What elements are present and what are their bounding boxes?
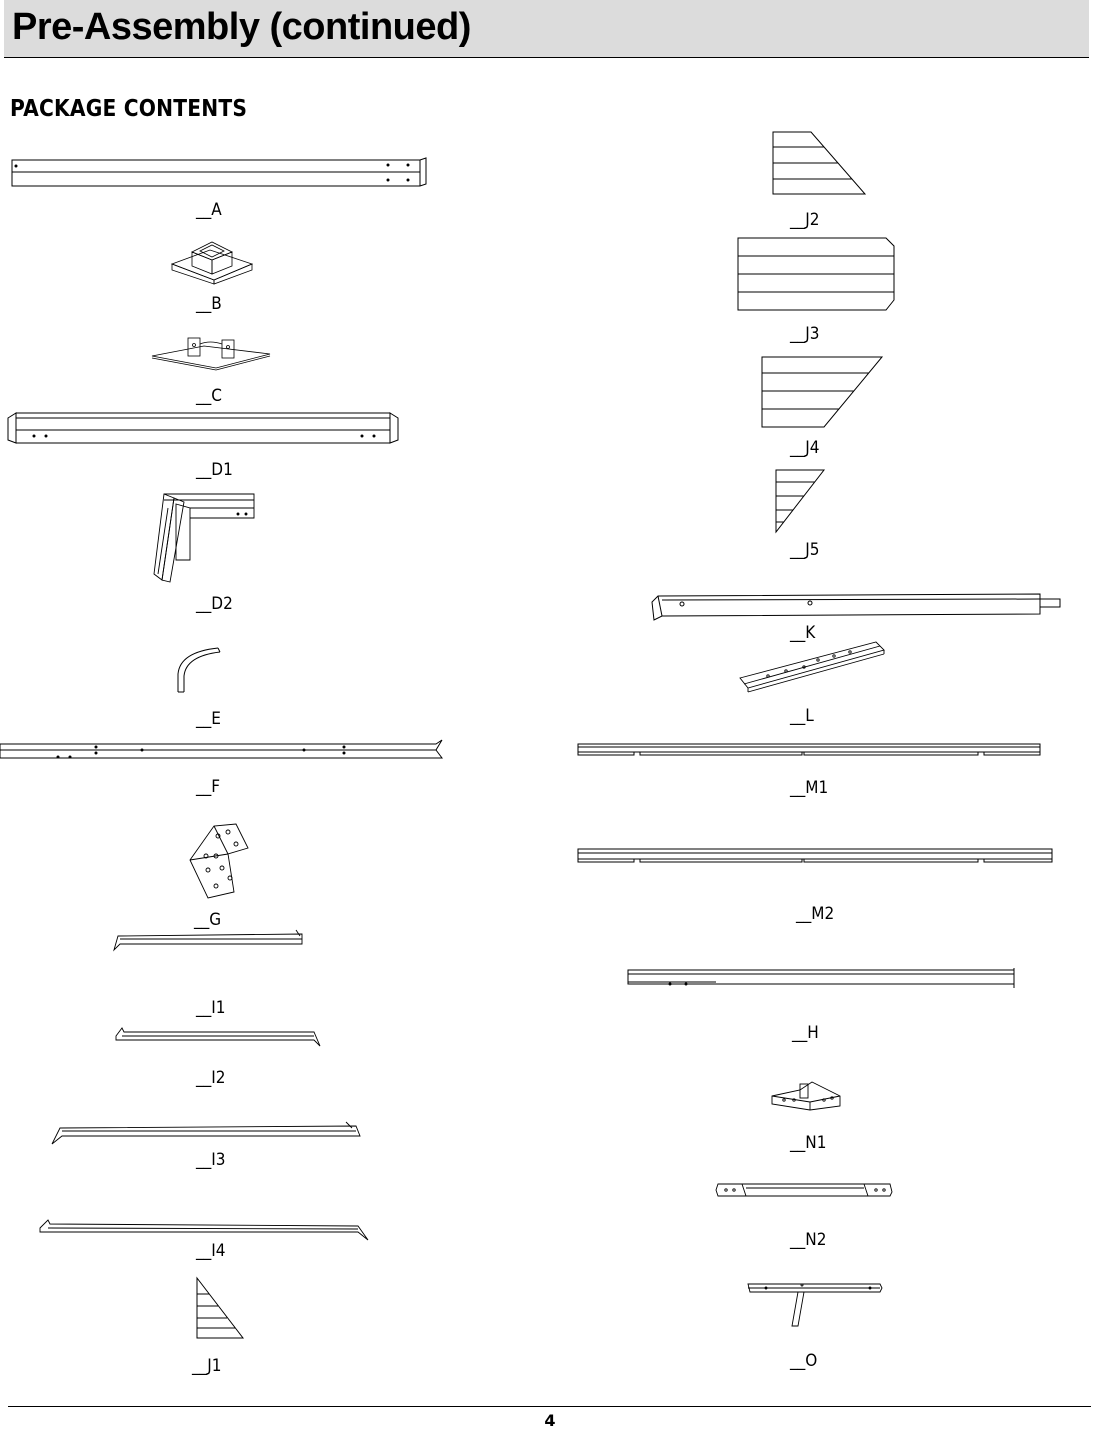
page-title: Pre-Assembly (continued) xyxy=(12,6,471,48)
part-n2-label: __N2 xyxy=(790,1230,827,1250)
part-l-label: __L xyxy=(790,706,814,726)
part-g-label: __G xyxy=(194,910,222,930)
part-i1-label: __I1 xyxy=(196,998,226,1018)
part-n1-illustration xyxy=(770,1078,844,1112)
part-d1-illustration xyxy=(6,410,402,446)
part-a-illustration xyxy=(10,156,430,188)
footer-divider xyxy=(8,1406,1091,1407)
part-b-illustration xyxy=(170,238,254,284)
part-m2-illustration xyxy=(576,846,1056,866)
part-n1-label: __N1 xyxy=(790,1133,827,1153)
part-k-illustration xyxy=(650,590,1062,622)
part-h-label: __H xyxy=(792,1023,819,1043)
part-m1-label: __M1 xyxy=(790,778,829,798)
part-i4-label: __I4 xyxy=(196,1241,226,1261)
part-i4-illustration xyxy=(38,1216,372,1244)
part-i3-illustration xyxy=(50,1120,364,1146)
part-j2-label: __J2 xyxy=(790,210,820,230)
part-f-label: __F xyxy=(196,777,221,797)
part-j4-label: __J4 xyxy=(790,438,820,458)
part-a-label: __A xyxy=(196,200,222,220)
part-o-label: __O xyxy=(790,1351,818,1371)
part-j1-label: __J1 xyxy=(192,1356,222,1376)
page-header xyxy=(4,0,1089,58)
part-e-illustration xyxy=(174,646,224,694)
part-i3-label: __I3 xyxy=(196,1150,226,1170)
part-j5-illustration xyxy=(774,468,828,534)
part-i2-label: __I2 xyxy=(196,1068,226,1088)
part-o-illustration xyxy=(746,1280,886,1330)
part-d1-label: __D1 xyxy=(196,460,233,480)
part-j5-label: __J5 xyxy=(790,540,820,560)
part-c-label: __C xyxy=(196,386,222,406)
part-g-illustration xyxy=(188,820,250,900)
part-i1-illustration xyxy=(112,928,306,952)
part-c-illustration xyxy=(150,336,272,370)
part-k-label: __K xyxy=(790,623,816,643)
part-d2-illustration xyxy=(150,490,260,586)
part-h-illustration xyxy=(626,966,1018,990)
part-j1-illustration xyxy=(195,1276,247,1340)
part-j3-label: __J3 xyxy=(790,324,820,344)
part-j3-illustration xyxy=(736,236,898,312)
part-f-illustration xyxy=(0,738,446,764)
part-l-illustration xyxy=(738,640,888,692)
section-title: PACKAGE CONTENTS xyxy=(10,96,248,122)
part-j4-illustration xyxy=(760,355,886,429)
part-e-label: __E xyxy=(196,709,221,729)
part-j2-illustration xyxy=(771,130,869,198)
part-m2-label: __M2 xyxy=(796,904,835,924)
page-number: 4 xyxy=(544,1411,556,1430)
part-m1-illustration xyxy=(576,740,1044,758)
part-i2-illustration xyxy=(114,1024,324,1050)
part-d2-label: __D2 xyxy=(196,594,233,614)
part-b-label: __B xyxy=(196,294,222,314)
part-n2-illustration xyxy=(714,1178,896,1200)
